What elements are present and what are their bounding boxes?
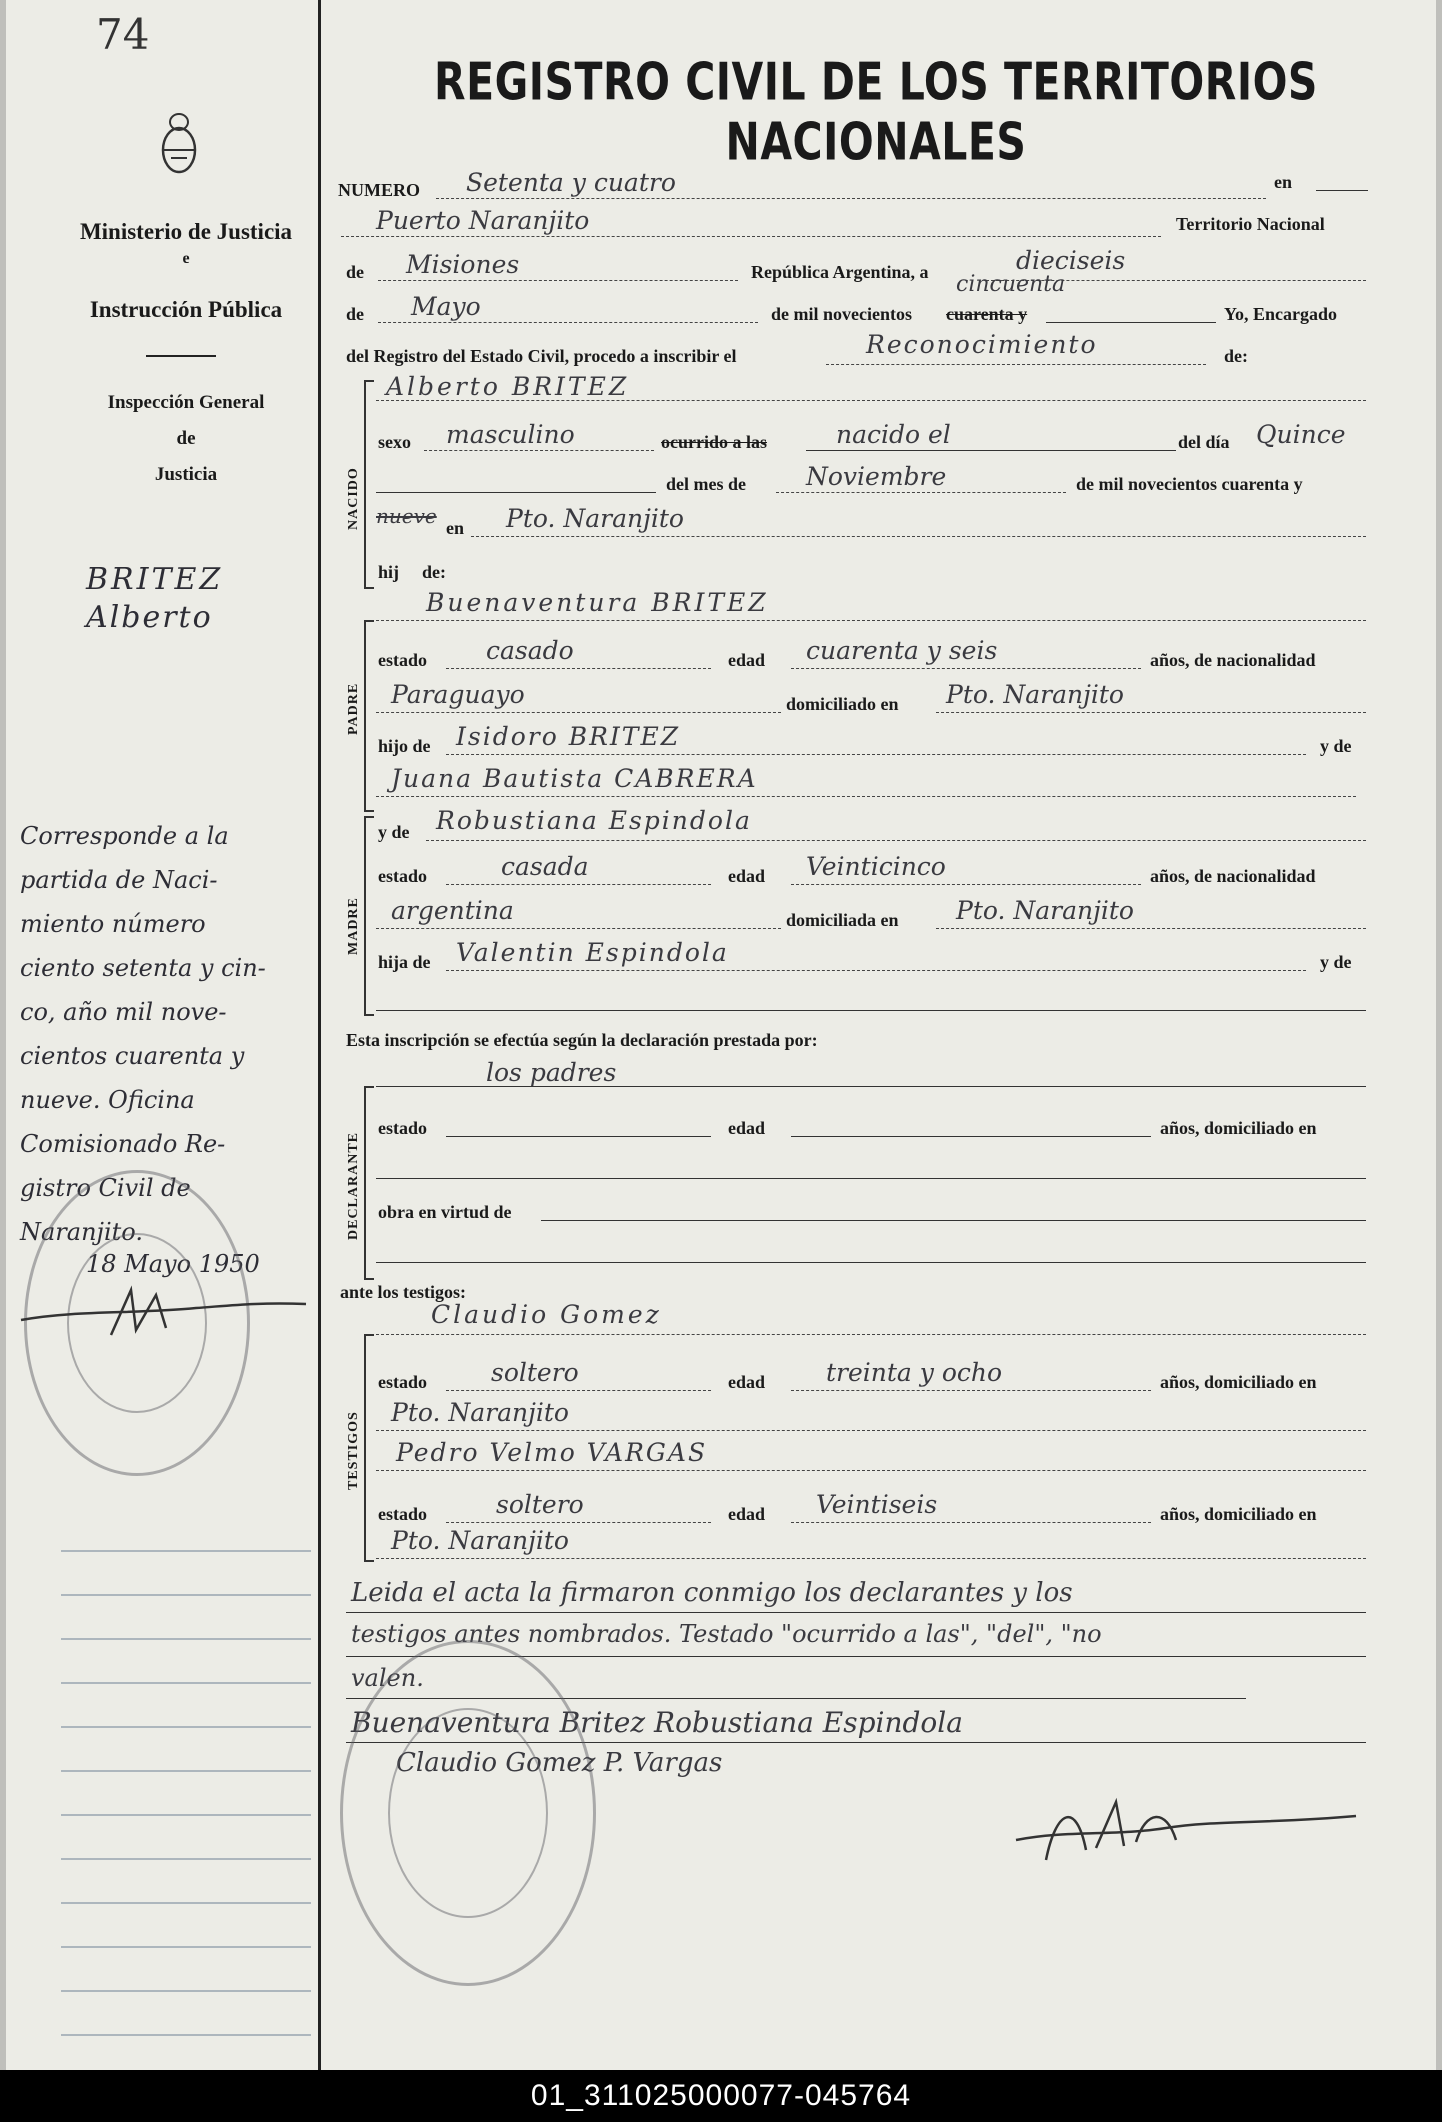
margin-signature <box>16 1280 316 1355</box>
t1-dom-line <box>376 1430 1366 1431</box>
cierre-rule-1 <box>346 1612 1366 1613</box>
mes-value: Mayo <box>411 292 481 321</box>
numero-line <box>436 198 1266 199</box>
t1-edad-value: treinta y ocho <box>826 1358 1003 1387</box>
mil-nov-cuarenta-label: de mil novecientos cuarenta y <box>1076 474 1303 494</box>
territorio-line <box>378 280 738 281</box>
madre-hija-y-de-label: y de <box>1320 952 1352 972</box>
republica-label: República Argentina, a <box>751 262 929 282</box>
testigos-brace <box>364 1334 374 1562</box>
madre-hija-de-label: hija de <box>378 952 431 972</box>
mes-nac-line <box>776 492 1066 493</box>
en-line <box>1316 190 1368 191</box>
inscripcion-label: Esta inscripción se efectúa según la declaración prestada por: <box>346 1030 818 1050</box>
padre-y-de-value: Juana Bautista CABRERA <box>391 764 758 793</box>
del-mes-label: del mes de <box>666 474 746 494</box>
nombre-line <box>376 400 1366 401</box>
padre-brace <box>364 620 374 812</box>
declarante-side-label: DECLARANTE <box>346 1131 361 1240</box>
document-page: 74 Ministerio de Justicia e Instrucción Pública Inspección General de Justicia BRITEZ Alberto Corresponde a la partida de Naci- miento número ciento setenta y cin- co, año mil nove- cientos cuarenta y nueve. Oficina Comisionado Re- gistro Civil de Naranjito. 18 Mayo 1950 REGISTRO CIVIL DE LOS TERRITORIOS NACIONALES NUMERO Setenta y cuatro en Puerto Naranjito Territorio Nacional de Misiones República Argentina, a dieciseis de Mayo de mil novecientos cuarenta y cincuenta Yo, Encargado del Registro del Estado Civil, procedo a inscribir el Reconocimiento de: NACIDO Alberto BRITEZ sexo masculino ocurrido a las nacido el del día Quince del mes de Noviembre de mil novecientos cuarenta y nueve en Pto. Naranjito hij de: Buenaventura BRITEZ PADRE estado casado edad cuarenta y seis años, de nacionalidad Paraguayo domiciliado en Pto. Naranjito hijo de Isidoro BRITEZ y de Juana Bautista CABRERA MADRE y de Robustiana Espindola estado casada edad Veinticinco años, de nacionalidad argentina domiciliada en Pto. Naranjito hija de Valentin Espindola y de Esta inscripción se efectúa según la declaración prestada por: los padres DECLARANTE estado edad años, domiciliado en obra en virtud de ante los testigos: Claudio Gomez TESTIGOS estado soltero edad treinta y ocho años, domiciliado en Pto. Naranjito Pedro Velmo VARGAS estado soltero edad Veintiseis años, domiciliado en Pto. Naranjito Leida el acta la firmaron conmigo los declarantes y los testigos antes nombrados. Testado "ocurrido a las", "del", "no valen. Buenaventura Britez Robustiana Espindola Claudio Gomez P. Vargas <box>6 0 1436 2070</box>
mes-nac-value: Noviembre <box>806 462 947 491</box>
mil-novecientos-label: de mil novecientos <box>771 304 912 324</box>
image-id-footer: 01_311025000077-045764 <box>0 2070 1442 2122</box>
declarante-dom-line <box>376 1178 1366 1179</box>
t1-anos-label: años, domiciliado en <box>1160 1372 1317 1392</box>
ministry-label: Ministerio de Justicia <box>79 219 293 244</box>
nacido-side-label: NACIDO <box>346 467 361 530</box>
padre-nac-line <box>376 712 781 713</box>
margin-rule <box>61 2034 311 2036</box>
instruccion-label: Instrucción Pública <box>89 297 283 322</box>
declarante-brace <box>364 1086 374 1280</box>
firmas-line-2: Claudio Gomez P. Vargas <box>396 1748 723 1778</box>
margin-rule <box>61 1946 311 1948</box>
padre-dom-line <box>936 712 1366 713</box>
margin-rule <box>61 1638 311 1640</box>
inspeccion-de: de <box>176 428 196 449</box>
numero-value: Setenta y cuatro <box>466 168 676 197</box>
dia-nac-line <box>376 492 656 493</box>
testigos-side-label: TESTIGOS <box>346 1411 361 1490</box>
margin-rule <box>61 1726 311 1728</box>
madre-extra-line <box>376 1010 1366 1011</box>
hij-de-label: de: <box>422 562 446 582</box>
declarante-edad-line <box>791 1136 1151 1137</box>
padre-edad-label: edad <box>728 650 766 670</box>
dia-value: dieciseis <box>1016 246 1126 275</box>
territorio-label: Territorio Nacional <box>1176 214 1325 234</box>
lugar-line <box>341 236 1161 237</box>
madre-dom-label: domiciliada en <box>786 910 899 930</box>
t2-estado-line <box>446 1522 711 1523</box>
obra-line-2 <box>376 1262 1366 1263</box>
t1-estado-line <box>446 1390 711 1391</box>
t1-edad-line <box>791 1390 1151 1391</box>
madre-line <box>426 840 1366 841</box>
nombre-value: Alberto BRITEZ <box>386 372 630 401</box>
declarante-line <box>376 1086 1366 1087</box>
ocurrido-struck-label: ocurrido a las <box>661 432 767 452</box>
padre-estado-value: casado <box>486 636 574 665</box>
testigo1-value: Claudio Gomez <box>431 1300 662 1329</box>
acto-value: Reconocimiento <box>866 330 1098 359</box>
margin-rule <box>61 1682 311 1684</box>
sexo-label: sexo <box>378 432 411 452</box>
page-number: 74 <box>96 10 150 59</box>
testigo2-value: Pedro Velmo VARGAS <box>396 1438 708 1467</box>
padre-line <box>376 620 1366 621</box>
sexo-value: masculino <box>446 420 575 449</box>
ministry-e: e <box>182 250 190 267</box>
del-dia-struck-label: del día <box>1178 432 1230 452</box>
officer-signature <box>1006 1790 1366 1885</box>
madre-edad-line <box>791 884 1141 885</box>
encargado-label: Yo, Encargado <box>1224 304 1338 324</box>
mes-line <box>378 322 758 323</box>
ministry-rule <box>146 355 216 357</box>
declarante-edad-label: edad <box>728 1118 766 1138</box>
madre-estado-label: estado <box>378 866 427 886</box>
padre-anos-label: años, de nacionalidad <box>1150 650 1316 670</box>
de-colon-label: de: <box>1224 346 1248 366</box>
padre-dom-value: Pto. Naranjito <box>946 680 1124 709</box>
padre-edad-value: cuarenta y seis <box>806 636 998 665</box>
padre-y-de-line <box>376 796 1356 797</box>
numero-label: NUMERO <box>338 180 420 200</box>
sexo-line <box>424 450 654 451</box>
territorio-value: Misiones <box>406 250 520 279</box>
margin-rule <box>61 1990 311 1992</box>
padre-hijo-line <box>446 754 1306 755</box>
padre-hijo-de-label: hijo de <box>378 736 431 756</box>
nacido-line <box>806 450 1176 451</box>
madre-dom-line <box>936 928 1366 929</box>
padre-value: Buenaventura BRITEZ <box>426 588 769 617</box>
t2-dom-line <box>376 1558 1366 1559</box>
madre-hija-line <box>446 970 1306 971</box>
padre-estado-label: estado <box>378 650 427 670</box>
madre-estado-line <box>446 884 711 885</box>
padre-estado-line <box>446 668 711 669</box>
margin-rule <box>61 1550 311 1552</box>
registro-label: del Registro del Estado Civil, procedo a inscribir el <box>346 346 737 366</box>
margin-rule <box>61 1770 311 1772</box>
t2-edad-value: Veintiseis <box>816 1490 938 1519</box>
cierre-line-1: Leida el acta la firmaron conmigo los declarantes y los <box>351 1578 1073 1608</box>
t2-edad-line <box>791 1522 1151 1523</box>
nacido-brace <box>364 380 374 589</box>
justicia-label: Justicia <box>154 464 218 485</box>
anio-nac-value: nueve <box>376 504 437 528</box>
de-label: de <box>346 304 364 324</box>
testigo1-line <box>376 1334 1366 1335</box>
margin-surname: BRITEZ <box>86 562 224 597</box>
dia-nac-value: Quince <box>1256 420 1346 449</box>
lugar-nac-line <box>471 536 1366 537</box>
declarante-anos-label: años, domiciliado en <box>1160 1118 1317 1138</box>
padre-dom-label: domiciliado en <box>786 694 899 714</box>
acto-line <box>826 364 1206 365</box>
madre-side-label: MADRE <box>346 897 361 955</box>
madre-estado-value: casada <box>501 852 589 881</box>
madre-y-de-label: y de <box>378 822 410 842</box>
t1-dom-value: Pto. Naranjito <box>391 1398 569 1427</box>
firmas-line-1: Buenaventura Britez Robustiana Espindola <box>351 1706 963 1739</box>
madre-brace <box>364 816 374 1016</box>
coat-of-arms-icon <box>156 110 202 181</box>
en-nac-label: en <box>446 518 464 538</box>
margin-rule <box>61 1594 311 1596</box>
de-label: de <box>346 262 364 282</box>
anio-value: cincuenta <box>956 272 1066 297</box>
t2-anos-label: años, domiciliado en <box>1160 1504 1317 1524</box>
madre-hija-de-value: Valentin Espindola <box>456 938 729 967</box>
t1-estado-value: soltero <box>491 1358 579 1387</box>
margin-firstname: Alberto <box>86 600 213 635</box>
hij-label: hij <box>378 562 400 582</box>
nacido-value: nacido el <box>836 420 951 449</box>
margin-rule <box>61 1902 311 1904</box>
madre-nac-value: argentina <box>391 896 514 925</box>
t1-estado-label: estado <box>378 1372 427 1392</box>
padre-hijo-de-value: Isidoro BRITEZ <box>456 722 681 751</box>
testigos-label: ante los testigos: <box>340 1282 466 1302</box>
t1-edad-label: edad <box>728 1372 766 1392</box>
madre-dom-value: Pto. Naranjito <box>956 896 1134 925</box>
cuarenta-struck-label: cuarenta y <box>946 304 1028 324</box>
testigo2-line <box>376 1470 1366 1471</box>
form-title: REGISTRO CIVIL DE LOS TERRITORIOS NACIONALES <box>434 52 1318 172</box>
cierre-line-2: testigos antes nombrados. Testado "ocurrido a las", "del", "no <box>351 1620 1102 1648</box>
inspeccion-label: Inspección General <box>107 392 265 413</box>
padre-y-de-label: y de <box>1320 736 1352 756</box>
madre-edad-label: edad <box>728 866 766 886</box>
padre-side-label: PADRE <box>346 682 361 735</box>
madre-anos-label: años, de nacionalidad <box>1150 866 1316 886</box>
obra-line <box>541 1220 1366 1221</box>
padre-edad-line <box>791 668 1141 669</box>
madre-edad-value: Veinticinco <box>806 852 946 881</box>
lugar-value: Puerto Naranjito <box>376 206 590 235</box>
t2-estado-label: estado <box>378 1504 427 1524</box>
lugar-nac-value: Pto. Naranjito <box>506 504 684 533</box>
declarante-value: los padres <box>486 1058 617 1087</box>
madre-nac-line <box>376 928 781 929</box>
margin-rule <box>61 1858 311 1860</box>
anio-line <box>1046 322 1216 323</box>
padre-nac-value: Paraguayo <box>391 680 525 709</box>
t2-edad-label: edad <box>728 1504 766 1524</box>
cierre-line-3: valen. <box>351 1664 424 1692</box>
declarante-estado-label: estado <box>378 1118 427 1138</box>
declarante-estado-line <box>446 1136 711 1137</box>
margin-rule <box>61 1814 311 1816</box>
madre-value: Robustiana Espindola <box>436 806 752 835</box>
obra-label: obra en virtud de <box>378 1202 512 1222</box>
registry-stamp <box>340 1640 596 1986</box>
t2-dom-value: Pto. Naranjito <box>391 1526 569 1555</box>
en-label: en <box>1274 172 1292 192</box>
t2-estado-value: soltero <box>496 1490 584 1519</box>
